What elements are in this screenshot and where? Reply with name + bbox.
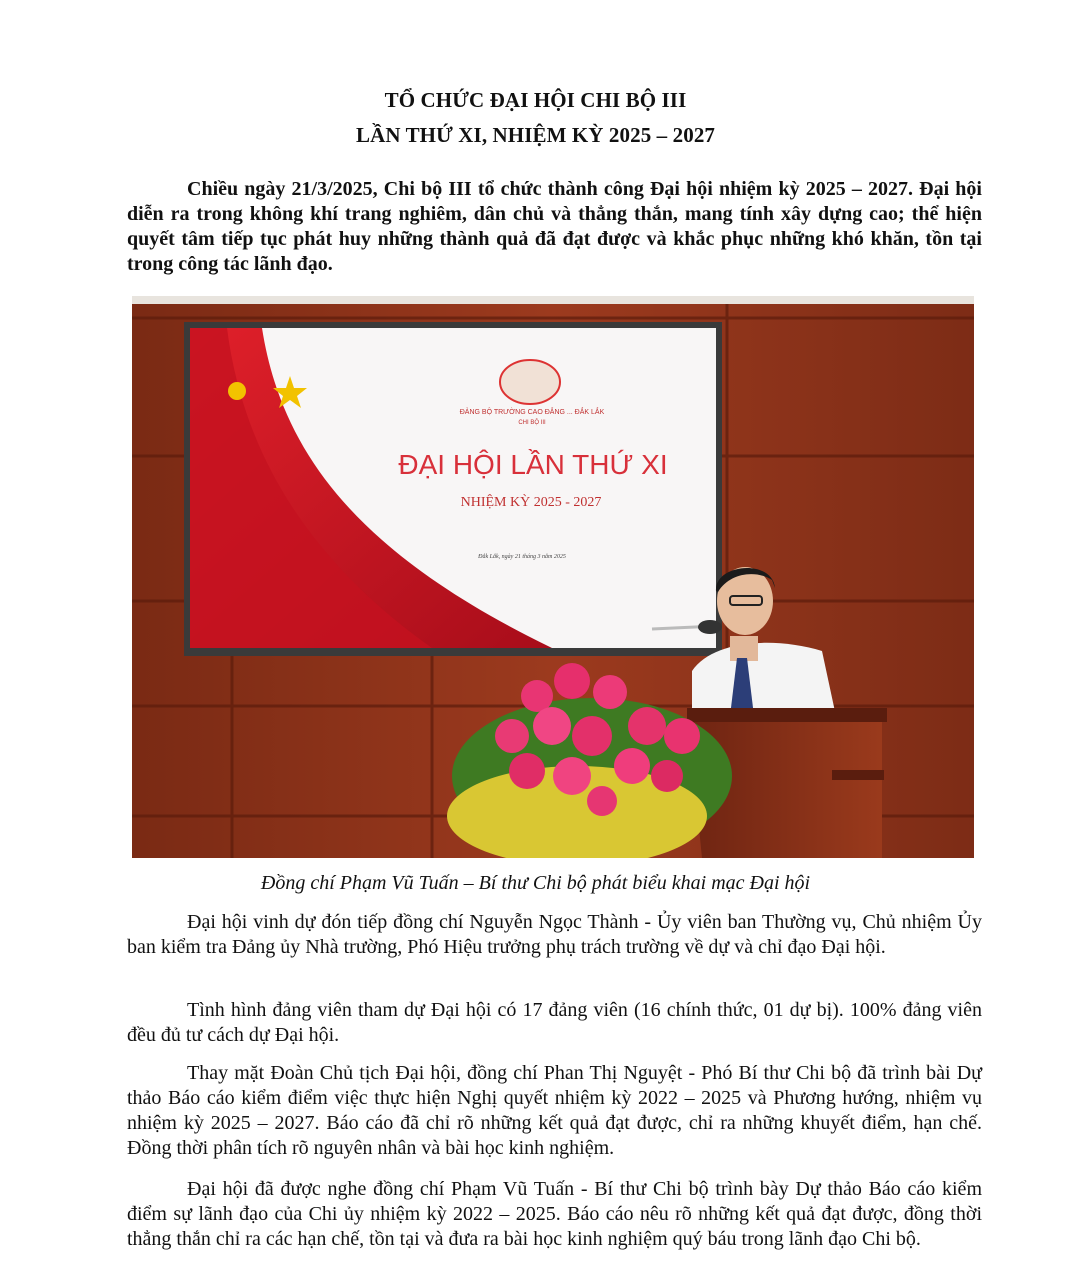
lead-paragraph: Chiều ngày 21/3/2025, Chi bộ III tổ chức thành công Đại hội nhiệm kỳ 2025 – 2027. Đại hội diễn ra trong không khí trang nghiêm, dân chủ và thẳng thắn, mang tính xây dựng cao; thể hiện quyết tâm tiếp tục phát huy những thành quả đã đạt được và khắc phục những khó khăn, tồn tại trong công tác lãnh đạo. <box>127 178 982 275</box>
svg-text:ĐẠI HỘI LẦN THỨ XI: ĐẠI HỘI LẦN THỨ XI <box>398 449 668 480</box>
event-photo <box>132 296 974 858</box>
projector-screen <box>184 322 722 656</box>
body-paragraph: Đại hội đã được nghe đồng chí Phạm Vũ Tuấn - Bí thư Chi bộ trình bày Dự thảo Báo cáo kiểm điểm sự lãnh đạo của Chi ủy nhiệm kỳ 2022 – 2025. Báo cáo nêu rõ những kết quả đạt được, đồng thời thẳng thắn chỉ ra các hạn chế, tồn tại và đưa ra bài học kinh nghiệm quý báu trong lãnh đạo Chi bộ. <box>127 1178 982 1250</box>
photo-caption: Đồng chí Phạm Vũ Tuấn – Bí thư Chi bộ phát biểu khai mạc Đại hội <box>260 872 811 894</box>
document-title-line1: TỔ CHỨC ĐẠI HỘI CHI BỘ III <box>384 88 687 112</box>
svg-text:Đắk Lắk, ngày 21 tháng 3 năm 2: Đắk Lắk, ngày 21 tháng 3 năm 2025 <box>478 554 566 560</box>
body-paragraph: Đại hội vinh dự đón tiếp đồng chí Nguyễn Ngọc Thành - Ủy viên ban Thường vụ, Chủ nhiệm Ủy ban kiểm tra Đảng ủy Nhà trường, Phó Hiệu trưởng phụ trách trường về dự và chỉ đạo Đại hội. <box>127 911 982 958</box>
svg-text:CHI BỘ III: CHI BỘ III <box>518 420 546 426</box>
svg-text:ĐẢNG BỘ TRƯỜNG CAO ĐẲNG ... ĐẮ: ĐẢNG BỘ TRƯỜNG CAO ĐẲNG ... ĐẮK LẮK <box>459 409 605 416</box>
svg-text:NHIỆM KỲ 2025 - 2027: NHIỆM KỲ 2025 - 2027 <box>460 495 602 510</box>
document-title-line2: LẦN THỨ XI, NHIỆM KỲ 2025 – 2027 <box>355 123 716 147</box>
body-paragraph: Tình hình đảng viên tham dự Đại hội có 17 đảng viên (16 chính thức, 01 dự bị). 100% đảng viên đều đủ tư cách dự Đại hội. <box>127 999 982 1046</box>
body-paragraph: Thay mặt Đoàn Chủ tịch Đại hội, đồng chí Phan Thị Nguyệt - Phó Bí thư Chi bộ đã trình bài Dự thảo Báo cáo kiểm điểm việc thực hiện Nghị quyết nhiệm kỳ 2022 – 2025 và Phương hướng, nhiệm vụ nhiệm kỳ 2025 – 2027. Báo cáo đã chỉ rõ những kết quả đạt được, chỉ ra những khuyết điểm, hạn chế. Đồng thời phân tích rõ nguyên nhân và bài học kinh nghiệm. <box>127 1062 982 1159</box>
